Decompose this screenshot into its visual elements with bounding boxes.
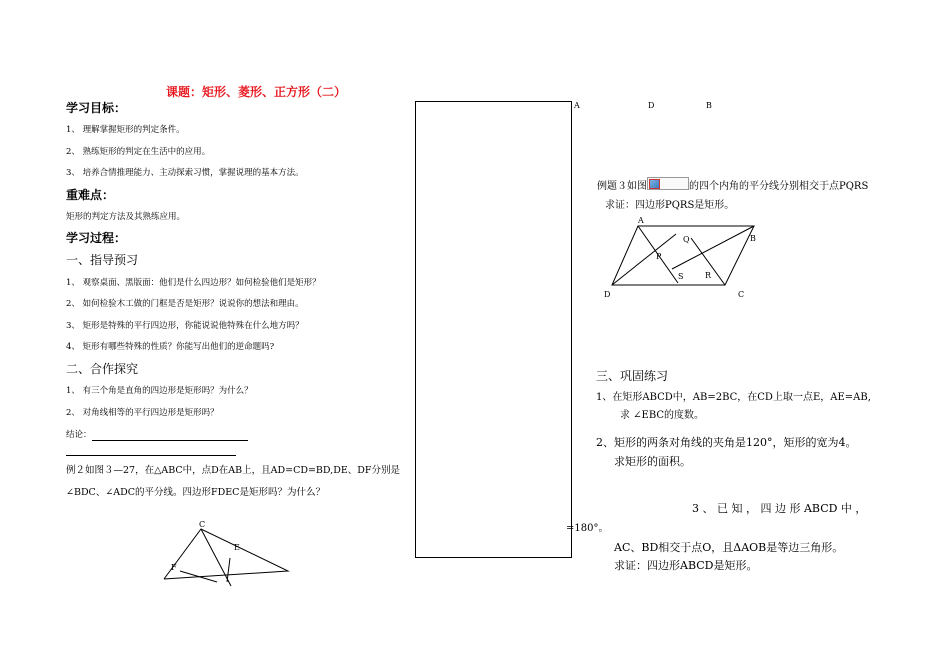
segment-fd xyxy=(180,571,217,582)
preview-item: 1、 观察桌面、黑版面：他们是什么四边形？如何检验他们是矩形？ xyxy=(66,278,321,288)
label-p: P xyxy=(656,252,662,261)
segment-cd xyxy=(201,529,231,586)
goal-item: 2、 熟练矩形的判定在生活中的应用。 xyxy=(66,147,211,157)
label-b: B xyxy=(750,234,756,243)
label-c: C xyxy=(199,520,206,529)
parallelogram-icon xyxy=(647,177,689,190)
conclusion-blank xyxy=(92,430,248,441)
example3-prefix: 例题３如图 xyxy=(597,181,647,192)
practice-q2-line2: 求矩形的面积。 xyxy=(614,455,691,468)
preview-item: 2、 如何检验木工做的门框是否是矩形？说说你的想法和理由。 xyxy=(66,299,304,309)
explore-item: 1、 有三个角是直角的四边形是矩形吗？为什么？ xyxy=(66,386,253,396)
practice-q3-line2: AC、BD相交于点O，且ΔAOB是等边三角形。 xyxy=(614,541,844,554)
top-label-a: A xyxy=(574,101,580,110)
conclusion-line xyxy=(66,428,248,441)
bisector-b xyxy=(672,226,754,269)
practice-q1-line2: 求 ∠EBC的度数。 xyxy=(620,410,705,421)
conclusion-label: 结论： xyxy=(66,430,92,440)
preview-item: 3、 矩形是特殊的平行四边形，你能说说他特殊在什么地方吗？ xyxy=(66,321,304,331)
preview-item: 4、 矩形有哪些特殊的性质？你能写出他们的逆命题吗? xyxy=(66,342,275,352)
label-e: E xyxy=(234,543,240,552)
goal-item: 3、 培养合情推理能力、主动探索习惯，掌握说理的基本方法。 xyxy=(66,168,304,178)
angle-fragment: =180°。 xyxy=(566,523,609,534)
segment-de xyxy=(227,558,230,582)
example2-line1: 例２如图３—27，在△ABC中，点D在AB上，且AD=CD=BD,DE、DF分别是 xyxy=(66,465,400,476)
label-f: F xyxy=(171,563,177,572)
blank-box xyxy=(415,101,572,558)
parallelogram-figure xyxy=(602,212,762,304)
explore-heading: 二、合作探究 xyxy=(66,362,139,376)
label-s: S xyxy=(678,272,684,281)
label-a: A xyxy=(638,216,644,225)
goal-item: 1、 理解掌握矩形的判定条件。 xyxy=(66,125,185,135)
practice-q2-line1: 2、矩形的两条对角线的夹角是120°，矩形的宽为4。 xyxy=(596,436,857,449)
example3-line1 xyxy=(597,177,868,192)
top-label-d: D xyxy=(648,101,655,110)
practice-q3-line1: 3 、 已 知 ， 四 边 形 ABCD 中 ， xyxy=(692,502,867,515)
example2-line2: ∠BDC、∠ADC的平分线。四边形FDEC是矩形吗？为什么？ xyxy=(66,487,325,498)
key-points-heading: 重难点： xyxy=(66,188,115,202)
triangle-abc-figure xyxy=(155,516,300,588)
label-d: D xyxy=(604,290,611,299)
bisector-d xyxy=(612,234,676,285)
process-heading: 学习过程： xyxy=(66,231,127,245)
page-title: 课题：矩形、菱形、正方形（二） xyxy=(166,85,347,99)
label-q: Q xyxy=(683,235,690,244)
practice-heading: 三、巩固练习 xyxy=(596,369,669,383)
goals-heading: 学习目标： xyxy=(66,101,127,115)
practice-q3-line3: 求证：四边形ABCD是矩形。 xyxy=(614,559,758,572)
label-c: C xyxy=(738,290,745,299)
explore-item: 2、 对角线相等的平行四边形是矩形吗？ xyxy=(66,408,219,418)
example3-proof: 求证：四边形PQRS是矩形。 xyxy=(605,200,735,211)
conclusion-blank-2 xyxy=(66,455,236,456)
example3-suffix: 的四个内角的平分线分别相交于点PQRS xyxy=(689,181,869,192)
label-r: R xyxy=(705,271,712,280)
preview-heading: 一、指导预习 xyxy=(66,253,139,267)
practice-q1-line1: 1、在矩形ABCD中，AB=2BC，在CD上取一点E，AE=AB, xyxy=(596,392,871,403)
key-points-text: 矩形的判定方法及其熟练应用。 xyxy=(66,212,186,222)
top-label-b: B xyxy=(706,101,712,110)
